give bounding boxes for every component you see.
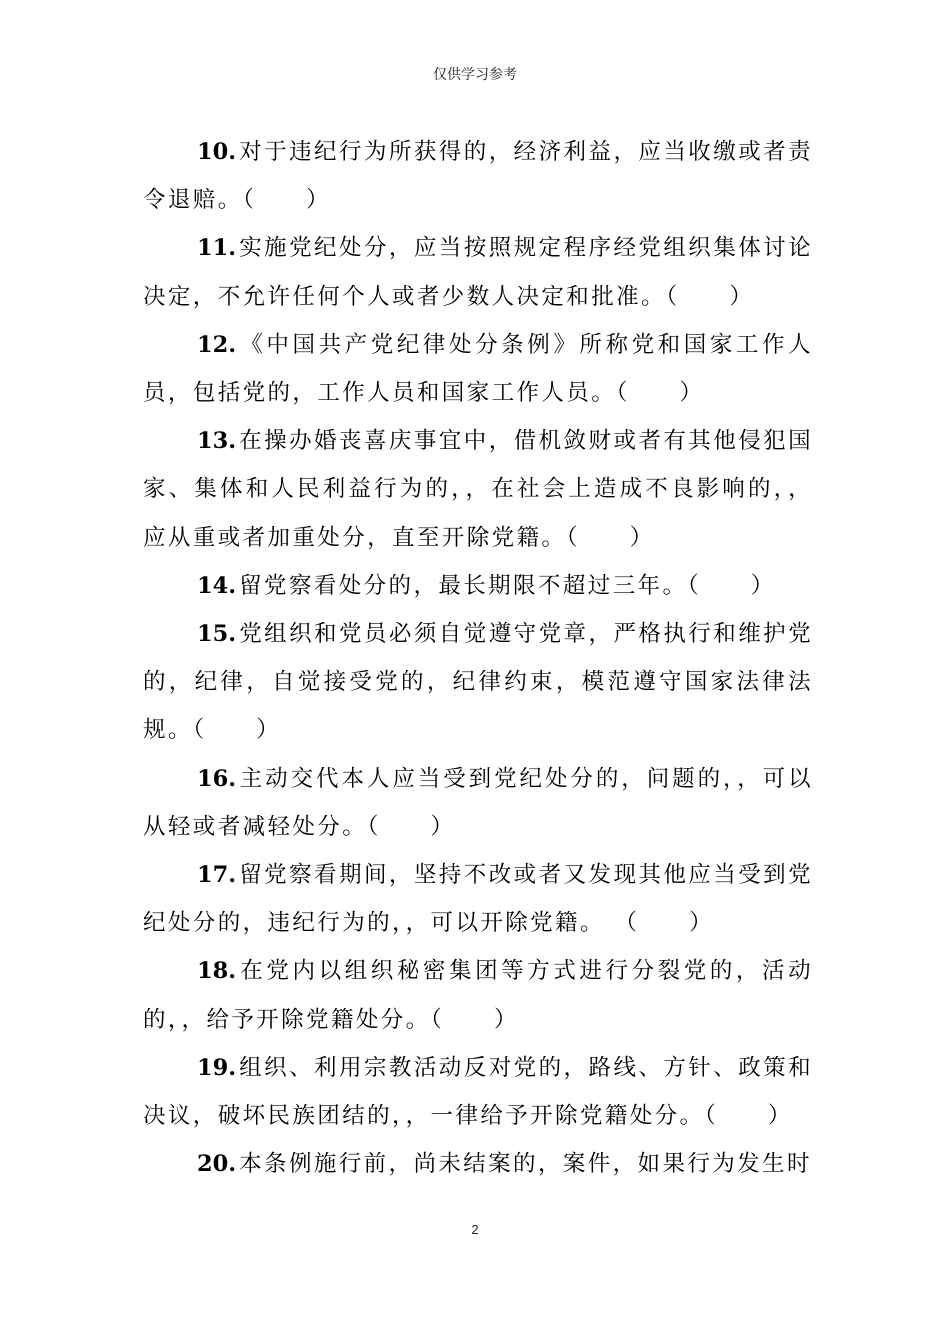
question-item: [143, 755, 813, 851]
question-number: 20.: [197, 1151, 237, 1178]
question-text: 留党察看期间，坚持不改或者又发现其他应当受到党纪处分的，违纪行为的，，可以开除党籍。 （ ）: [143, 862, 813, 937]
question-text: 对于违纪行为所获得的，经济利益，应当收缴或者责令退赔。（ ）: [143, 139, 813, 214]
question-item: [143, 610, 813, 755]
question-text: 留党察看处分的，最长期限不超过三年。（ ）: [239, 572, 776, 599]
question-item: [143, 224, 813, 320]
question-list: [143, 128, 813, 1188]
question-item: [143, 128, 813, 224]
question-number: 13.: [197, 428, 237, 455]
question-item: [143, 562, 813, 610]
question-text: 在操办婚丧喜庆事宜中，借机敛财或者有其他侵犯国家、集体和人民利益行为的，，在社会上造成不良影响的，，应从重或者加重处分，直至开除党籍。（ ）: [143, 428, 813, 551]
page-number: 2: [471, 1222, 479, 1237]
question-text: 主动交代本人应当受到党纪处分的，问题的，，可以从轻或者减轻处分。（ ）: [143, 765, 813, 840]
question-text: 在党内以组织秘密集团等方式进行分裂党的，活动的，，给予开除党籍处分。（ ）: [143, 958, 813, 1033]
question-number: 17.: [197, 862, 237, 889]
page-header: 仅供学习参考: [433, 66, 517, 82]
question-number: 10.: [197, 139, 237, 165]
question-item: [143, 851, 813, 947]
question-item: [143, 947, 813, 1043]
question-item: [143, 417, 813, 562]
question-item: [143, 1044, 813, 1140]
question-number: 15.: [197, 621, 237, 648]
question-text: 组织、利用宗教活动反对党的，路线、方针、政策和决议，破坏民族团结的，，一律给予开除党籍处分。（ ）: [143, 1054, 813, 1130]
question-item: [143, 1140, 813, 1188]
question-number: 18.: [197, 958, 237, 985]
question-text: 《中国共产党纪律处分条例》所称党和国家工作人员，包括党的，工作人员和国家工作人员。（ ）: [143, 331, 813, 407]
question-number: 19.: [197, 1054, 237, 1081]
question-number: 16.: [197, 765, 237, 792]
question-number: 14.: [197, 572, 237, 599]
question-text: 党组织和党员必须自觉遵守党章，严格执行和维护党的，纪律，自觉接受党的，纪律约束，模范遵守国家法律法规。（ ）: [143, 621, 813, 744]
question-text: 实施党纪处分，应当按照规定程序经党组织集体讨论决定，不允许任何个人或者少数人决定和批准。（ ）: [143, 235, 813, 310]
question-number: 11.: [197, 235, 237, 262]
question-text: 本条例施行前，尚未结案的，案件，如果行为发生时: [239, 1151, 812, 1178]
question-number: 12.: [197, 331, 237, 358]
question-item: [143, 321, 813, 417]
